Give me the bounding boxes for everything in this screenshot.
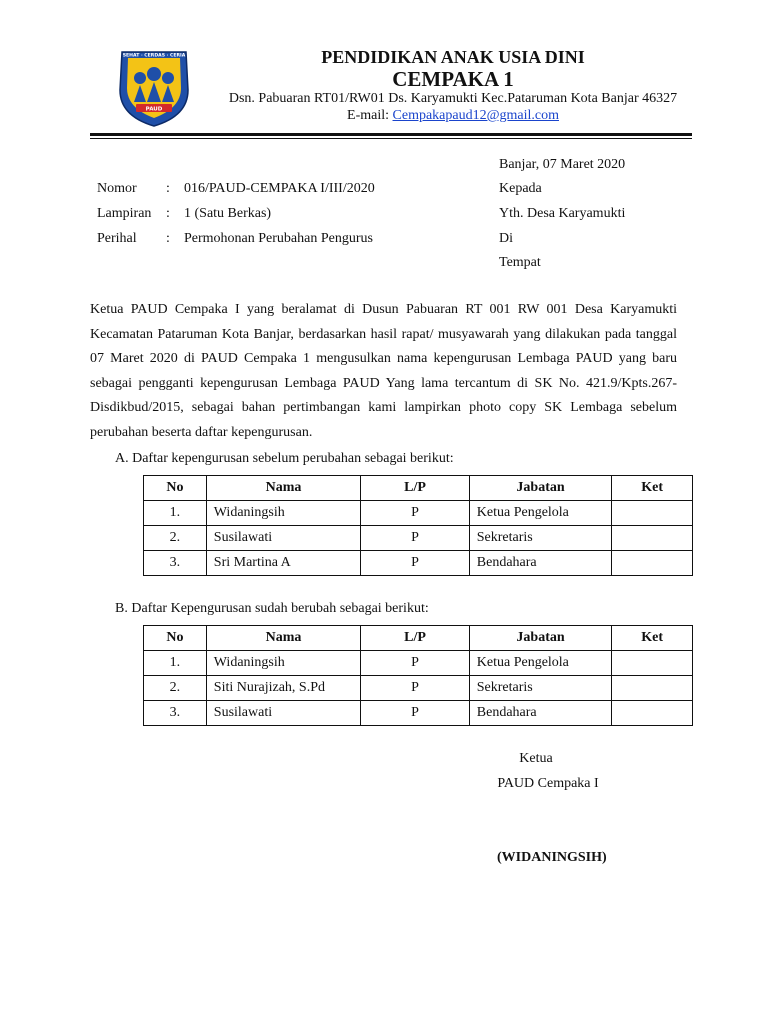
- signature-org: PAUD Cempaka I: [497, 776, 599, 791]
- table-before: [143, 475, 693, 576]
- cell-no: 2.: [144, 676, 207, 701]
- nomor-colon: :: [166, 181, 170, 196]
- logo-bottom-text: PAUD: [145, 106, 163, 113]
- cell-jabatan: Bendahara: [469, 701, 612, 726]
- letterhead-rule-thick: [90, 133, 692, 136]
- cell-lp: P: [361, 526, 469, 551]
- cell-ket: [612, 501, 693, 526]
- col-nama: Nama: [206, 476, 361, 501]
- cell-nama: Widaningsih: [206, 501, 361, 526]
- col-jabatan: Jabatan: [469, 626, 612, 651]
- cell-lp: P: [361, 676, 469, 701]
- cell-nama: Widaningsih: [206, 651, 361, 676]
- letter-date: Banjar, 07 Maret 2020: [499, 157, 626, 172]
- col-lp: L/P: [361, 626, 469, 651]
- cell-ket: [612, 651, 693, 676]
- col-no: No: [144, 626, 207, 651]
- table-row: [144, 676, 693, 701]
- table-row: [144, 551, 693, 576]
- lampiran-colon: :: [166, 206, 170, 221]
- signature-title: Ketua: [519, 751, 553, 766]
- nomor-value: 016/PAUD-CEMPAKA I/III/2020: [184, 181, 375, 196]
- cell-ket: [612, 551, 693, 576]
- org-email-line: [0, 108, 768, 124]
- cell-no: 2.: [144, 526, 207, 551]
- perihal-label: Perihal: [97, 231, 137, 246]
- recipient-di: Di: [499, 231, 513, 246]
- org-address: Dsn. Pabuaran RT01/RW01 Ds. Karyamukti Kec.Pataruman Kota Banjar 46327: [228, 91, 678, 106]
- cell-jabatan: Bendahara: [469, 551, 612, 576]
- org-line1: PENDIDIKAN ANAK USIA DINI: [321, 47, 585, 67]
- cell-nama: Susilawati: [206, 526, 361, 551]
- cell-nama: Susilawati: [206, 701, 361, 726]
- cell-jabatan: Sekretaris: [469, 526, 612, 551]
- letterhead-rule-thin: [90, 138, 692, 139]
- cell-lp: P: [361, 701, 469, 726]
- cell-nama: Sri Martina A: [206, 551, 361, 576]
- col-lp: L/P: [361, 476, 469, 501]
- email-label: E-mail:: [347, 108, 393, 123]
- email-link[interactable]: Cempakapaud12@gmail.com: [392, 108, 559, 123]
- cell-jabatan: Ketua Pengelola: [469, 651, 612, 676]
- section-a-label: A. Daftar kepengurusan sebelum perubahan sebagai berikut:: [115, 451, 454, 466]
- table-header-row: [144, 626, 693, 651]
- cell-ket: [612, 526, 693, 551]
- recipient-name: Yth. Desa Karyamukti: [499, 206, 626, 221]
- org-line2: CEMPAKA 1: [392, 67, 514, 91]
- cell-lp: P: [361, 501, 469, 526]
- cell-ket: [612, 701, 693, 726]
- table-header-row: [144, 476, 693, 501]
- recipient-tempat: Tempat: [499, 255, 541, 270]
- table-after: [143, 625, 693, 726]
- cell-no: 1.: [144, 501, 207, 526]
- lampiran-label: Lampiran: [97, 206, 152, 221]
- cell-nama: Siti Nurajizah, S.Pd: [206, 676, 361, 701]
- cell-no: 1.: [144, 651, 207, 676]
- col-jabatan: Jabatan: [469, 476, 612, 501]
- table-row: [144, 651, 693, 676]
- cell-no: 3.: [144, 701, 207, 726]
- col-no: No: [144, 476, 207, 501]
- table-row: [144, 501, 693, 526]
- cell-ket: [612, 676, 693, 701]
- lampiran-value: 1 (Satu Berkas): [184, 206, 272, 221]
- col-ket: Ket: [612, 626, 693, 651]
- cell-jabatan: Sekretaris: [469, 676, 612, 701]
- logo-top-text: SEHAT · CERDAS · CERIA: [122, 53, 186, 59]
- cell-lp: P: [361, 551, 469, 576]
- body-paragraph: Ketua PAUD Cempaka I yang beralamat di Dusun Pabuaran RT 001 RW 001 Desa Karyamukti Kecamatan Pataruman Kota Banjar, berdasarkan hasil rapat/ musyawarah yang dilakukan pada tanggal 07 Maret 2020 di PAUD Cempaka 1 mengusulkan nama kepengurusan Lembaga PAUD yang baru sebagai pengganti kepengurusan Lembaga PAUD Yang lama tercantum di SK No. 421.9/Kpts.267-Disdikbud/2015, sebagai bahan pertimbangan kami lampirkan photo copy SK Lembaga sebelum perubahan beserta daftar kepengurusan.: [90, 302, 677, 440]
- cell-no: 3.: [144, 551, 207, 576]
- recipient-kepada: Kepada: [499, 181, 542, 196]
- col-nama: Nama: [206, 626, 361, 651]
- nomor-label: Nomor: [97, 181, 137, 196]
- table-row: [144, 526, 693, 551]
- perihal-value: Permohonan Perubahan Pengurus: [184, 231, 373, 246]
- perihal-colon: :: [166, 231, 170, 246]
- table-row: [144, 701, 693, 726]
- section-b-label: B. Daftar Kepengurusan sudah berubah sebagai berikut:: [115, 601, 429, 616]
- cell-jabatan: Ketua Pengelola: [469, 501, 612, 526]
- signature-name: (WIDANINGSIH): [497, 850, 607, 865]
- cell-lp: P: [361, 651, 469, 676]
- col-ket: Ket: [612, 476, 693, 501]
